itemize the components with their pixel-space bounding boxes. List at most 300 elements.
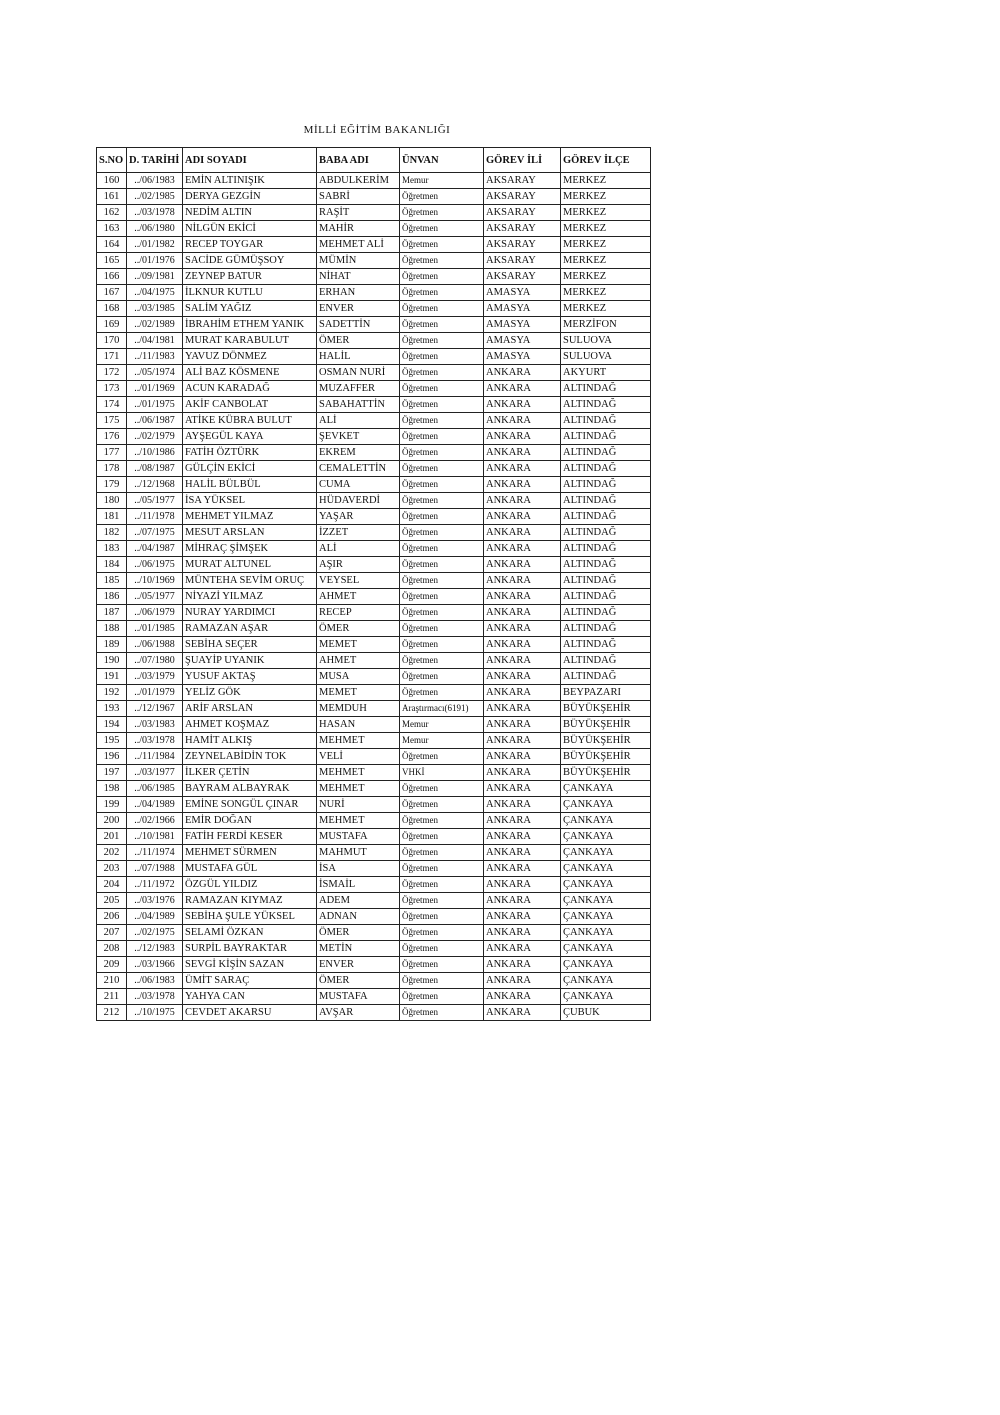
cell-province: ANKARA [484, 1005, 561, 1021]
cell-father-name: CUMA [317, 477, 400, 493]
cell-birth-date: ../10/1975 [127, 1005, 183, 1021]
cell-province: ANKARA [484, 957, 561, 973]
cell-district: ALTINDAĞ [561, 541, 651, 557]
cell-birth-date: ../01/1982 [127, 237, 183, 253]
table-row [97, 285, 651, 301]
table-row [97, 893, 651, 909]
cell-sno: 210 [97, 973, 127, 989]
cell-birth-date: ../01/1975 [127, 397, 183, 413]
table-row [97, 701, 651, 717]
cell-province: ANKARA [484, 365, 561, 381]
table-header-row [97, 148, 651, 173]
cell-district: MERKEZ [561, 285, 651, 301]
table-row [97, 861, 651, 877]
cell-full-name: ARİF ARSLAN [183, 701, 317, 717]
cell-father-name: İSA [317, 861, 400, 877]
cell-father-name: HÜDAVERDİ [317, 493, 400, 509]
table-row [97, 509, 651, 525]
cell-district: BÜYÜKŞEHİR [561, 701, 651, 717]
cell-district: ÇANKAYA [561, 973, 651, 989]
cell-father-name: ADEM [317, 893, 400, 909]
cell-full-name: EMİR DOĞAN [183, 813, 317, 829]
cell-district: ÇANKAYA [561, 781, 651, 797]
cell-father-name: OSMAN NURİ [317, 365, 400, 381]
cell-province: ANKARA [484, 989, 561, 1005]
page-title: MİLLİ EĞİTİM BAKANLIĞI [303, 124, 451, 136]
cell-province: AMASYA [484, 301, 561, 317]
cell-sno: 192 [97, 685, 127, 701]
cell-district: MERKEZ [561, 301, 651, 317]
cell-full-name: İLKNUR KUTLU [183, 285, 317, 301]
cell-province: ANKARA [484, 653, 561, 669]
cell-birth-date: ../06/1980 [127, 221, 183, 237]
table-row [97, 461, 651, 477]
cell-sno: 168 [97, 301, 127, 317]
cell-province: ANKARA [484, 509, 561, 525]
cell-full-name: RAMAZAN KIYMAZ [183, 893, 317, 909]
table-row [97, 237, 651, 253]
cell-district: SULUOVA [561, 333, 651, 349]
cell-full-name: NİYAZİ YILMAZ [183, 589, 317, 605]
cell-full-name: MEHMET SÜRMEN [183, 845, 317, 861]
cell-birth-date: ../04/1989 [127, 797, 183, 813]
cell-full-name: DERYA GEZGİN [183, 189, 317, 205]
cell-full-name: İLKER ÇETİN [183, 765, 317, 781]
cell-birth-date: ../07/1980 [127, 653, 183, 669]
cell-district: ALTINDAĞ [561, 557, 651, 573]
cell-birth-date: ../03/1985 [127, 301, 183, 317]
cell-title: Öğretmen [400, 381, 484, 397]
cell-father-name: MAHMUT [317, 845, 400, 861]
cell-full-name: FATİH ÖZTÜRK [183, 445, 317, 461]
cell-district: MERKEZ [561, 173, 651, 189]
cell-birth-date: ../02/1975 [127, 925, 183, 941]
table-row [97, 605, 651, 621]
cell-district: ALTINDAĞ [561, 493, 651, 509]
cell-father-name: CEMALETTİN [317, 461, 400, 477]
cell-birth-date: ../02/1989 [127, 317, 183, 333]
cell-full-name: ZEYNEP BATUR [183, 269, 317, 285]
cell-sno: 200 [97, 813, 127, 829]
cell-province: ANKARA [484, 445, 561, 461]
cell-father-name: VELİ [317, 749, 400, 765]
cell-province: ANKARA [484, 493, 561, 509]
cell-sno: 173 [97, 381, 127, 397]
cell-birth-date: ../06/1983 [127, 973, 183, 989]
cell-title: Öğretmen [400, 829, 484, 845]
cell-birth-date: ../03/1978 [127, 733, 183, 749]
cell-sno: 161 [97, 189, 127, 205]
cell-birth-date: ../11/1978 [127, 509, 183, 525]
cell-title: Memur [400, 733, 484, 749]
cell-full-name: YAHYA CAN [183, 989, 317, 1005]
cell-district: MERKEZ [561, 189, 651, 205]
cell-father-name: MÜMİN [317, 253, 400, 269]
cell-province: ANKARA [484, 541, 561, 557]
cell-district: MERZİFON [561, 317, 651, 333]
cell-sno: 188 [97, 621, 127, 637]
cell-father-name: MUSA [317, 669, 400, 685]
cell-district: ÇANKAYA [561, 989, 651, 1005]
cell-full-name: CEVDET AKARSU [183, 1005, 317, 1021]
cell-birth-date: ../04/1989 [127, 909, 183, 925]
cell-province: ANKARA [484, 861, 561, 877]
table-row [97, 589, 651, 605]
cell-district: ALTINDAĞ [561, 445, 651, 461]
table-row [97, 205, 651, 221]
cell-title: Öğretmen [400, 941, 484, 957]
cell-father-name: MAHİR [317, 221, 400, 237]
cell-district: ALTINDAĞ [561, 589, 651, 605]
table-row [97, 477, 651, 493]
cell-province: ANKARA [484, 973, 561, 989]
cell-birth-date: ../12/1967 [127, 701, 183, 717]
cell-title: Öğretmen [400, 301, 484, 317]
cell-title: Öğretmen [400, 413, 484, 429]
cell-title: Memur [400, 173, 484, 189]
cell-father-name: ERHAN [317, 285, 400, 301]
cell-father-name: METİN [317, 941, 400, 957]
cell-father-name: SABRİ [317, 189, 400, 205]
cell-birth-date: ../03/1983 [127, 717, 183, 733]
table-row [97, 685, 651, 701]
cell-title: Öğretmen [400, 445, 484, 461]
cell-title: Araştırmacı(6191) [400, 701, 484, 717]
cell-father-name: SABAHATTİN [317, 397, 400, 413]
cell-father-name: ALİ [317, 541, 400, 557]
cell-birth-date: ../03/1966 [127, 957, 183, 973]
cell-district: ÇANKAYA [561, 941, 651, 957]
table-row [97, 909, 651, 925]
cell-sno: 167 [97, 285, 127, 301]
cell-birth-date: ../12/1983 [127, 941, 183, 957]
cell-sno: 209 [97, 957, 127, 973]
cell-full-name: ALİ BAZ KÖSMENE [183, 365, 317, 381]
cell-sno: 178 [97, 461, 127, 477]
cell-province: ANKARA [484, 669, 561, 685]
cell-father-name: MEHMET [317, 813, 400, 829]
cell-title: Öğretmen [400, 493, 484, 509]
cell-birth-date: ../07/1988 [127, 861, 183, 877]
cell-sno: 184 [97, 557, 127, 573]
cell-sno: 160 [97, 173, 127, 189]
cell-birth-date: ../03/1978 [127, 989, 183, 1005]
cell-father-name: ÖMER [317, 621, 400, 637]
cell-province: ANKARA [484, 941, 561, 957]
cell-father-name: MEMDUH [317, 701, 400, 717]
cell-title: Öğretmen [400, 189, 484, 205]
cell-full-name: EMİNE SONGÜL ÇINAR [183, 797, 317, 813]
cell-father-name: ÖMER [317, 973, 400, 989]
cell-full-name: ÖZGÜL YILDIZ [183, 877, 317, 893]
cell-sno: 174 [97, 397, 127, 413]
cell-full-name: MURAT KARABULUT [183, 333, 317, 349]
table-row [97, 333, 651, 349]
table-row [97, 269, 651, 285]
cell-province: ANKARA [484, 909, 561, 925]
cell-title: Öğretmen [400, 653, 484, 669]
cell-title: Öğretmen [400, 253, 484, 269]
table-row [97, 365, 651, 381]
cell-sno: 183 [97, 541, 127, 557]
table-row [97, 621, 651, 637]
table-row [97, 669, 651, 685]
table-row [97, 797, 651, 813]
cell-province: AMASYA [484, 333, 561, 349]
cell-birth-date: ../03/1976 [127, 893, 183, 909]
cell-district: ALTINDAĞ [561, 397, 651, 413]
cell-father-name: MEHMET [317, 765, 400, 781]
table-row [97, 253, 651, 269]
cell-full-name: ATİKE KÜBRA BULUT [183, 413, 317, 429]
cell-father-name: İZZET [317, 525, 400, 541]
personnel-table [96, 147, 651, 1021]
cell-sno: 165 [97, 253, 127, 269]
cell-full-name: FATİH FERDİ KESER [183, 829, 317, 845]
cell-province: ANKARA [484, 381, 561, 397]
cell-birth-date: ../03/1977 [127, 765, 183, 781]
cell-province: ANKARA [484, 829, 561, 845]
cell-birth-date: ../06/1975 [127, 557, 183, 573]
cell-district: ÇUBUK [561, 1005, 651, 1021]
table-row [97, 733, 651, 749]
cell-sno: 170 [97, 333, 127, 349]
cell-father-name: MUSTAFA [317, 989, 400, 1005]
cell-province: ANKARA [484, 701, 561, 717]
cell-district: SULUOVA [561, 349, 651, 365]
cell-title: Öğretmen [400, 349, 484, 365]
cell-district: MERKEZ [561, 221, 651, 237]
cell-birth-date: ../06/1983 [127, 173, 183, 189]
cell-province: ANKARA [484, 877, 561, 893]
cell-full-name: NİLGÜN EKİCİ [183, 221, 317, 237]
cell-full-name: SALİM YAĞIZ [183, 301, 317, 317]
cell-title: Öğretmen [400, 1005, 484, 1021]
cell-title: Öğretmen [400, 269, 484, 285]
cell-title: VHKİ [400, 765, 484, 781]
cell-province: ANKARA [484, 765, 561, 781]
cell-title: Öğretmen [400, 541, 484, 557]
cell-province: ANKARA [484, 685, 561, 701]
cell-district: AKYURT [561, 365, 651, 381]
header-province: GÖREV İLİ [484, 148, 561, 173]
cell-district: ÇANKAYA [561, 925, 651, 941]
cell-title: Öğretmen [400, 525, 484, 541]
cell-full-name: MESUT ARSLAN [183, 525, 317, 541]
cell-province: AKSARAY [484, 269, 561, 285]
cell-full-name: SEBİHA SEÇER [183, 637, 317, 653]
table-row [97, 845, 651, 861]
table-row [97, 1005, 651, 1021]
cell-district: ALTINDAĞ [561, 509, 651, 525]
cell-father-name: MUSTAFA [317, 829, 400, 845]
table-row [97, 781, 651, 797]
cell-province: ANKARA [484, 749, 561, 765]
cell-father-name: RECEP [317, 605, 400, 621]
cell-full-name: MİHRAÇ ŞİMŞEK [183, 541, 317, 557]
cell-district: ALTINDAĞ [561, 621, 651, 637]
cell-full-name: RAMAZAN AŞAR [183, 621, 317, 637]
cell-full-name: MURAT ALTUNEL [183, 557, 317, 573]
table-body [97, 173, 651, 1021]
cell-father-name: ŞEVKET [317, 429, 400, 445]
cell-province: ANKARA [484, 461, 561, 477]
cell-birth-date: ../05/1977 [127, 589, 183, 605]
cell-full-name: YAVUZ DÖNMEZ [183, 349, 317, 365]
table-row [97, 557, 651, 573]
cell-province: AKSARAY [484, 173, 561, 189]
cell-sno: 207 [97, 925, 127, 941]
table-row [97, 925, 651, 941]
table-row [97, 829, 651, 845]
cell-title: Öğretmen [400, 477, 484, 493]
cell-father-name: NURİ [317, 797, 400, 813]
cell-sno: 179 [97, 477, 127, 493]
header-father-name: BABA ADI [317, 148, 400, 173]
cell-full-name: ŞUAYİP UYANIK [183, 653, 317, 669]
cell-father-name: RAŞİT [317, 205, 400, 221]
cell-birth-date: ../02/1966 [127, 813, 183, 829]
cell-title: Öğretmen [400, 877, 484, 893]
cell-district: ALTINDAĞ [561, 413, 651, 429]
cell-father-name: İSMAİL [317, 877, 400, 893]
cell-province: ANKARA [484, 429, 561, 445]
cell-district: ÇANKAYA [561, 829, 651, 845]
table-row [97, 189, 651, 205]
cell-father-name: NİHAT [317, 269, 400, 285]
cell-province: AKSARAY [484, 253, 561, 269]
cell-title: Memur [400, 717, 484, 733]
cell-title: Öğretmen [400, 893, 484, 909]
cell-father-name: ALİ [317, 413, 400, 429]
table-row [97, 429, 651, 445]
cell-father-name: SADETTİN [317, 317, 400, 333]
cell-district: ALTINDAĞ [561, 669, 651, 685]
cell-sno: 190 [97, 653, 127, 669]
cell-father-name: HALİL [317, 349, 400, 365]
cell-birth-date: ../02/1985 [127, 189, 183, 205]
cell-title: Öğretmen [400, 317, 484, 333]
cell-district: ALTINDAĞ [561, 461, 651, 477]
cell-birth-date: ../03/1979 [127, 669, 183, 685]
cell-sno: 169 [97, 317, 127, 333]
cell-district: MERKEZ [561, 237, 651, 253]
cell-birth-date: ../11/1974 [127, 845, 183, 861]
cell-title: Öğretmen [400, 221, 484, 237]
cell-sno: 181 [97, 509, 127, 525]
cell-full-name: SURPİL BAYRAKTAR [183, 941, 317, 957]
cell-province: ANKARA [484, 781, 561, 797]
table-row [97, 637, 651, 653]
cell-father-name: EKREM [317, 445, 400, 461]
cell-birth-date: ../06/1988 [127, 637, 183, 653]
cell-father-name: HASAN [317, 717, 400, 733]
cell-full-name: SELAMİ ÖZKAN [183, 925, 317, 941]
table-row [97, 973, 651, 989]
cell-birth-date: ../01/1976 [127, 253, 183, 269]
cell-sno: 198 [97, 781, 127, 797]
table-row [97, 941, 651, 957]
cell-title: Öğretmen [400, 461, 484, 477]
cell-father-name: MEHMET ALİ [317, 237, 400, 253]
cell-title: Öğretmen [400, 637, 484, 653]
cell-sno: 195 [97, 733, 127, 749]
cell-title: Öğretmen [400, 861, 484, 877]
cell-title: Öğretmen [400, 621, 484, 637]
cell-father-name: ADNAN [317, 909, 400, 925]
cell-birth-date: ../06/1979 [127, 605, 183, 621]
cell-full-name: YUSUF AKTAŞ [183, 669, 317, 685]
cell-sno: 182 [97, 525, 127, 541]
table-row [97, 765, 651, 781]
cell-father-name: MEMET [317, 685, 400, 701]
cell-father-name: AHMET [317, 653, 400, 669]
cell-title: Öğretmen [400, 333, 484, 349]
cell-birth-date: ../10/1986 [127, 445, 183, 461]
cell-district: ÇANKAYA [561, 877, 651, 893]
table-row [97, 381, 651, 397]
cell-province: AKSARAY [484, 221, 561, 237]
cell-province: ANKARA [484, 733, 561, 749]
cell-district: BÜYÜKŞEHİR [561, 765, 651, 781]
cell-full-name: YELİZ GÖK [183, 685, 317, 701]
cell-sno: 194 [97, 717, 127, 733]
cell-full-name: ÜMİT SARAÇ [183, 973, 317, 989]
cell-province: ANKARA [484, 477, 561, 493]
cell-province: AMASYA [484, 285, 561, 301]
cell-full-name: ZEYNELABİDİN TOK [183, 749, 317, 765]
cell-province: AMASYA [484, 317, 561, 333]
cell-sno: 185 [97, 573, 127, 589]
cell-title: Öğretmen [400, 813, 484, 829]
cell-title: Öğretmen [400, 285, 484, 301]
table-row [97, 573, 651, 589]
cell-full-name: SACİDE GÜMÜŞSOY [183, 253, 317, 269]
header-title: ÜNVAN [400, 148, 484, 173]
cell-sno: 175 [97, 413, 127, 429]
cell-title: Öğretmen [400, 909, 484, 925]
table-row [97, 749, 651, 765]
cell-sno: 177 [97, 445, 127, 461]
cell-birth-date: ../06/1987 [127, 413, 183, 429]
cell-sno: 191 [97, 669, 127, 685]
cell-full-name: ACUN KARADAĞ [183, 381, 317, 397]
cell-father-name: ÖMER [317, 925, 400, 941]
cell-sno: 171 [97, 349, 127, 365]
cell-district: ÇANKAYA [561, 893, 651, 909]
cell-birth-date: ../03/1978 [127, 205, 183, 221]
cell-full-name: GÜLÇİN EKİCİ [183, 461, 317, 477]
cell-province: ANKARA [484, 573, 561, 589]
cell-province: ANKARA [484, 845, 561, 861]
cell-title: Öğretmen [400, 669, 484, 685]
cell-title: Öğretmen [400, 573, 484, 589]
cell-father-name: ENVER [317, 301, 400, 317]
cell-sno: 163 [97, 221, 127, 237]
table-row [97, 653, 651, 669]
cell-district: ALTINDAĞ [561, 525, 651, 541]
cell-district: ÇANKAYA [561, 861, 651, 877]
cell-full-name: HAMİT ALKIŞ [183, 733, 317, 749]
cell-sno: 164 [97, 237, 127, 253]
cell-title: Öğretmen [400, 557, 484, 573]
cell-sno: 211 [97, 989, 127, 1005]
cell-birth-date: ../10/1969 [127, 573, 183, 589]
cell-province: ANKARA [484, 797, 561, 813]
table-row [97, 717, 651, 733]
header-full-name: ADI SOYADI [183, 148, 317, 173]
cell-full-name: HALİL BÜLBÜL [183, 477, 317, 493]
